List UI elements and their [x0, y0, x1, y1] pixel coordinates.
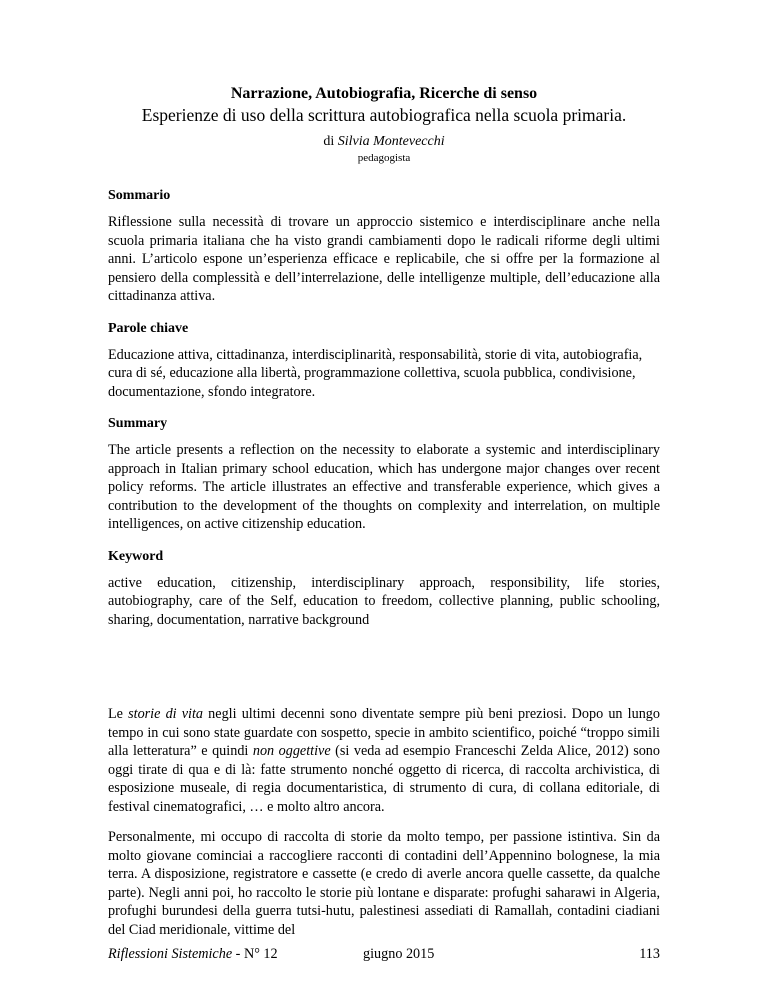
- body-italic-text: storie di vita: [128, 706, 204, 722]
- page-number: 113: [639, 946, 660, 962]
- body-text: negli ultimi decenni sono diventate sempre più beni preziosi. Dopo un lungo tempo in cui sono state guardate con sospetto, specie in ambito scientifico, poiché “troppo simili alla letteratura” e quindi: [108, 706, 660, 759]
- keyword-text: active education, citizenship, interdisciplinary approach, responsibility, life stories, autobiography, care of the Self, education to freedom, collective planning, public schooling, sharing, documentation, narrative background: [108, 574, 660, 628]
- author-name: Silvia Montevecchi: [337, 134, 445, 149]
- article-subtitle: Esperienze di uso della scrittura autobiografica nella scuola primaria.: [141, 105, 627, 125]
- body-italic-text: non oggettive: [252, 743, 331, 759]
- body-paragraph-2: Personalmente, mi occupo di raccolta di storie da molto tempo, per passione istintiva. Sin da molto giovane cominciai a raccogliere racconti di contadini dell’Appennino bolognese, la mia terra. A disposizione, registratore e cassette (e credo di averle ancora quelle cassette, da qualche parte). Negli anni poi, ho raccolto le storie più lontane e disparate: profughi saharawi in Algeria, profughi burundesi della guerra tutsi-hutu, palestinesi assediati di Ramallah, contadini ciadiani del Ciad meridionale, vittime del: [108, 829, 660, 938]
- author-line: [108, 133, 660, 151]
- section-spacer: [108, 629, 660, 693]
- page-footer: [108, 946, 660, 966]
- author-prefix: di: [323, 134, 335, 149]
- sommario-heading: Sommario: [108, 188, 171, 203]
- summary-text: The article presents a reflection on the necessity to elaborate a systemic and interdisciplinary approach in Italian primary school education, which has undergone major changes over recent policy reforms. The article illustrates an effective and transferable experience, which gives a contribution to the development of the thoughts on complexity and interrelation, on multiple intelligences, on active citizenship education.: [108, 442, 660, 532]
- parole-chiave-text: Educazione attiva, cittadinanza, interdisciplinarità, responsabilità, storie di vita, autobiografia, cura di sé, educazione alla libertà, programmazione collettiva, scuola pubblica, condivisione, documentazione, sfondo integratore.: [108, 346, 643, 400]
- author-role: pedagogista: [357, 152, 411, 164]
- journal-issue: - N° 12: [232, 946, 278, 962]
- sommario-text: Riflessione sulla necessità di trovare un approccio sistemico e interdisciplinare anche nella scuola primaria italiana che ha visto grandi cambiamenti dopo le radicali riforme degli ultimi anni. L’articolo espone un’esperienza efficace e replicabile, che si offre per la formazione al pensiero della complessità e dell’interrelazione, delle intelligenze multiple, dell’educazione alla cittadinanza attiva.: [108, 214, 660, 304]
- article-title: Narrazione, Autobiografia, Ricerche di senso: [230, 85, 538, 102]
- keyword-heading: Keyword: [108, 548, 164, 564]
- article-page: [108, 84, 660, 939]
- body-text: (si veda ad esempio Franceschi Zelda Alice, 2012) sono oggi tirate di qua e di là: fatte strumento nonché oggetto di ricerca, di raccolta archivistica, di esposizione museale, di regia documentaristica, di strumento di cura, di collana editoriale, di festival cinematografici, … e molto altro ancora.: [108, 743, 660, 815]
- footer-journal: [108, 946, 278, 963]
- journal-name: Riflessioni Sistemiche: [108, 946, 233, 962]
- body-text: Le: [108, 706, 129, 722]
- body-paragraph-1: [108, 705, 660, 816]
- footer-date: giugno 2015: [363, 946, 435, 962]
- summary-heading: Summary: [108, 416, 168, 431]
- parole-chiave-heading: Parole chiave: [108, 320, 189, 336]
